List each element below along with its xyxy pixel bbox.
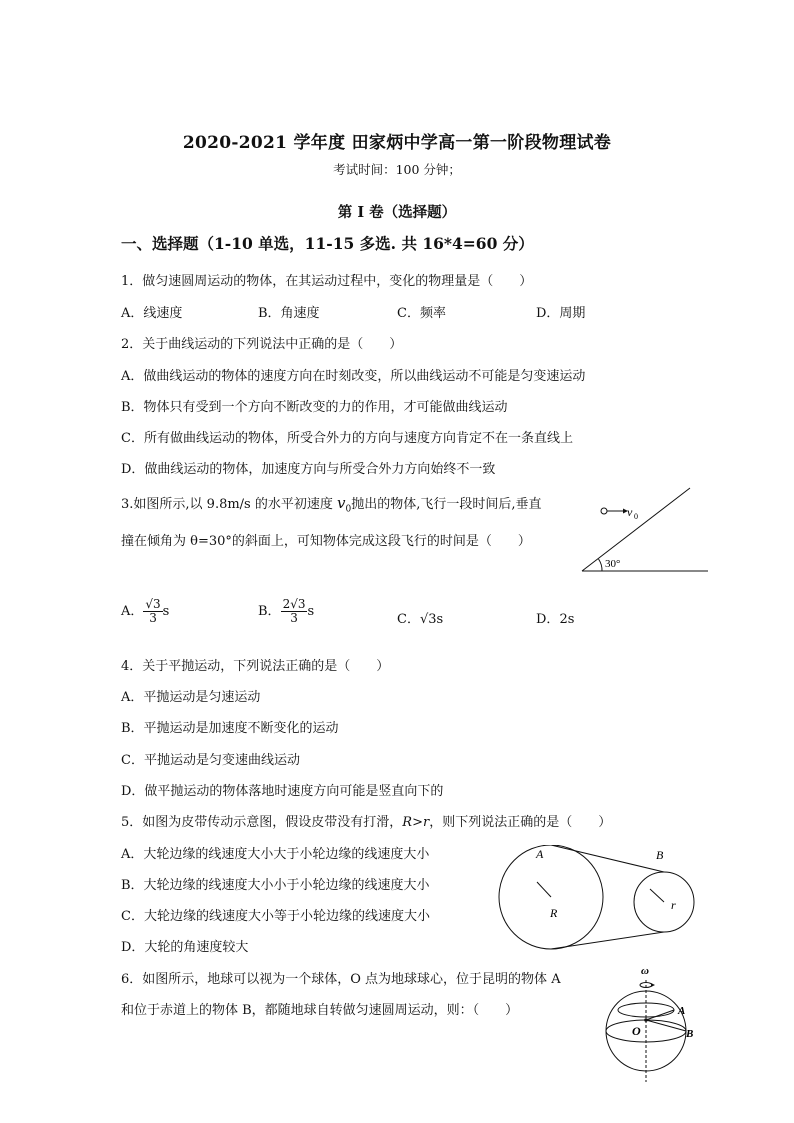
q6-stem-line2: 和位于赤道上的物体 B，都随地球自转做匀速圆周运动，则：（ ） [121, 1003, 519, 1018]
q5-stem-inequality: R>r [402, 815, 430, 830]
q3-v0-symbol: v [337, 494, 346, 512]
q2-stem: 2．关于曲线运动的下列说法中正确的是（ ） [121, 337, 403, 352]
q3-option-c [397, 608, 443, 627]
q3-incline-figure [580, 482, 712, 574]
q3-option-a-fraction [143, 598, 162, 625]
q3-angle-arc [599, 559, 603, 571]
q3-option-b-denominator: 3 [290, 611, 298, 626]
q1-option-d: D．周期 [536, 306, 586, 321]
q3-option-d-value: 2s [559, 612, 575, 627]
section-heading: 一、选择题（1-10 单选，11-15 多选. 共 16*4=60 分） [121, 234, 534, 253]
q3-option-a-denominator: 3 [149, 611, 157, 626]
q2-option-a: A．做曲线运动的物体的速度方向在时刻改变，所以曲线运动不可能是匀变速运动 [121, 369, 586, 384]
q6-label-omega: ω [641, 965, 649, 977]
q5-label-small-r: r [671, 898, 676, 912]
q3-option-a-label: A． [121, 604, 144, 620]
q3-option-b-numerator: 2√3 [282, 597, 306, 611]
q3-v0-subscript: 0 [345, 504, 352, 515]
q3-option-c-value: √3 [419, 612, 437, 627]
q3-option-d-label: D． [536, 612, 560, 627]
q3-option-b-fraction [281, 598, 308, 625]
q3-option-a-unit: s [162, 604, 170, 620]
page-title: 2020-2021 学年度 田家炳中学高一第一阶段物理试卷 [182, 133, 612, 153]
q6-label-b: B [686, 1028, 694, 1040]
q6-radius-a [646, 1010, 674, 1020]
q3-angle-label: 30° [605, 558, 621, 570]
q6-label-a: A [678, 1005, 686, 1017]
q6-earth-figure [598, 962, 702, 1086]
q5-belt-top [551, 845, 664, 872]
q3-option-c-unit: s [436, 612, 444, 627]
q3-velocity-label: v [627, 505, 633, 519]
q6-rotation-arrowhead [651, 983, 655, 987]
q5-option-a: A．大轮边缘的线速度大小大于小轮边缘的线速度大小 [121, 847, 430, 862]
q2-option-c: C．所有做曲线运动的物体，所受合外力的方向与速度方向肯定不在一条直线上 [121, 431, 573, 446]
q4-option-a: A．平抛运动是匀速运动 [121, 690, 261, 705]
q2-option-b: B．物体只有受到一个方向不断改变的力的作用，才可能做曲线运动 [121, 400, 508, 415]
q4-option-b: B．平抛运动是加速度不断变化的运动 [121, 721, 339, 736]
q1-stem: 1．做匀速圆周运动的物体，在其运动过程中，变化的物理量是（ ） [121, 274, 533, 289]
q5-stem [121, 811, 611, 830]
q3-stem-part-a: 3.如图所示,以 9.8m/s 的水平初速度 [121, 497, 337, 512]
q5-option-c: C．大轮边缘的线速度大小等于小轮边缘的线速度大小 [121, 909, 430, 924]
q1-option-a: A．线速度 [121, 306, 183, 321]
q4-stem: 4．关于平抛运动，下列说法正确的是（ ） [121, 659, 390, 674]
q3-incline-line [582, 488, 690, 571]
q6-center-point [644, 1018, 648, 1022]
q4-option-d: D．做平抛运动的物体落地时速度方向可能是竖直向下的 [121, 784, 444, 799]
q3-option-c-label: C． [397, 612, 420, 627]
q3-option-b [258, 598, 314, 625]
q3-option-d [536, 608, 574, 627]
volume-heading: 第 I 卷（选择题） [337, 204, 457, 221]
exam-time: 考试时间：100 分钟； [333, 162, 461, 177]
q3-stem-line2: 撞在倾角为 θ=30°的斜面上，可知物体完成这段飞行的时间是（ ） [121, 534, 531, 549]
q5-option-b: B．大轮边缘的线速度大小小于小轮边缘的线速度大小 [121, 878, 430, 893]
q1-option-b: B．角速度 [258, 306, 320, 321]
q3-stem-line1 [121, 493, 541, 515]
q3-option-a-numerator: √3 [145, 597, 161, 611]
q3-option-b-unit: s [307, 604, 315, 620]
q6-label-o: O [632, 1024, 641, 1038]
q3-stem-part-b: 抛出的物体,飞行一段时间后,垂直 [351, 497, 542, 512]
q5-stem-part-b: ，则下列说法正确的是（ ） [429, 815, 612, 830]
q5-label-b: B [656, 848, 664, 862]
q5-label-a: A [536, 847, 544, 861]
q6-stem-line1: 6．如图所示，地球可以视为一个球体，O 点为地球球心，位于昆明的物体 A [121, 972, 561, 987]
q5-stem-part-a: 5．如图为皮带传动示意图，假设皮带没有打滑， [121, 815, 403, 830]
q3-projectile-ball [601, 508, 607, 514]
q1-option-c: C．频率 [397, 306, 446, 321]
q5-option-d: D．大轮的角速度较大 [121, 940, 249, 955]
q5-small-radius [650, 889, 664, 902]
q5-large-radius [537, 882, 551, 897]
q3-velocity-subscript: 0 [634, 512, 638, 521]
q5-belt-bottom [551, 932, 664, 949]
q2-option-d: D．做曲线运动的物体，加速度方向与所受合外力方向始终不一致 [121, 462, 496, 477]
q3-option-b-label: B． [258, 604, 281, 620]
q5-belt-figure [490, 845, 696, 950]
q5-label-big-r: R [550, 906, 558, 920]
q4-option-c: C．平抛运动是匀变速曲线运动 [121, 753, 300, 768]
q3-option-a [121, 598, 169, 625]
